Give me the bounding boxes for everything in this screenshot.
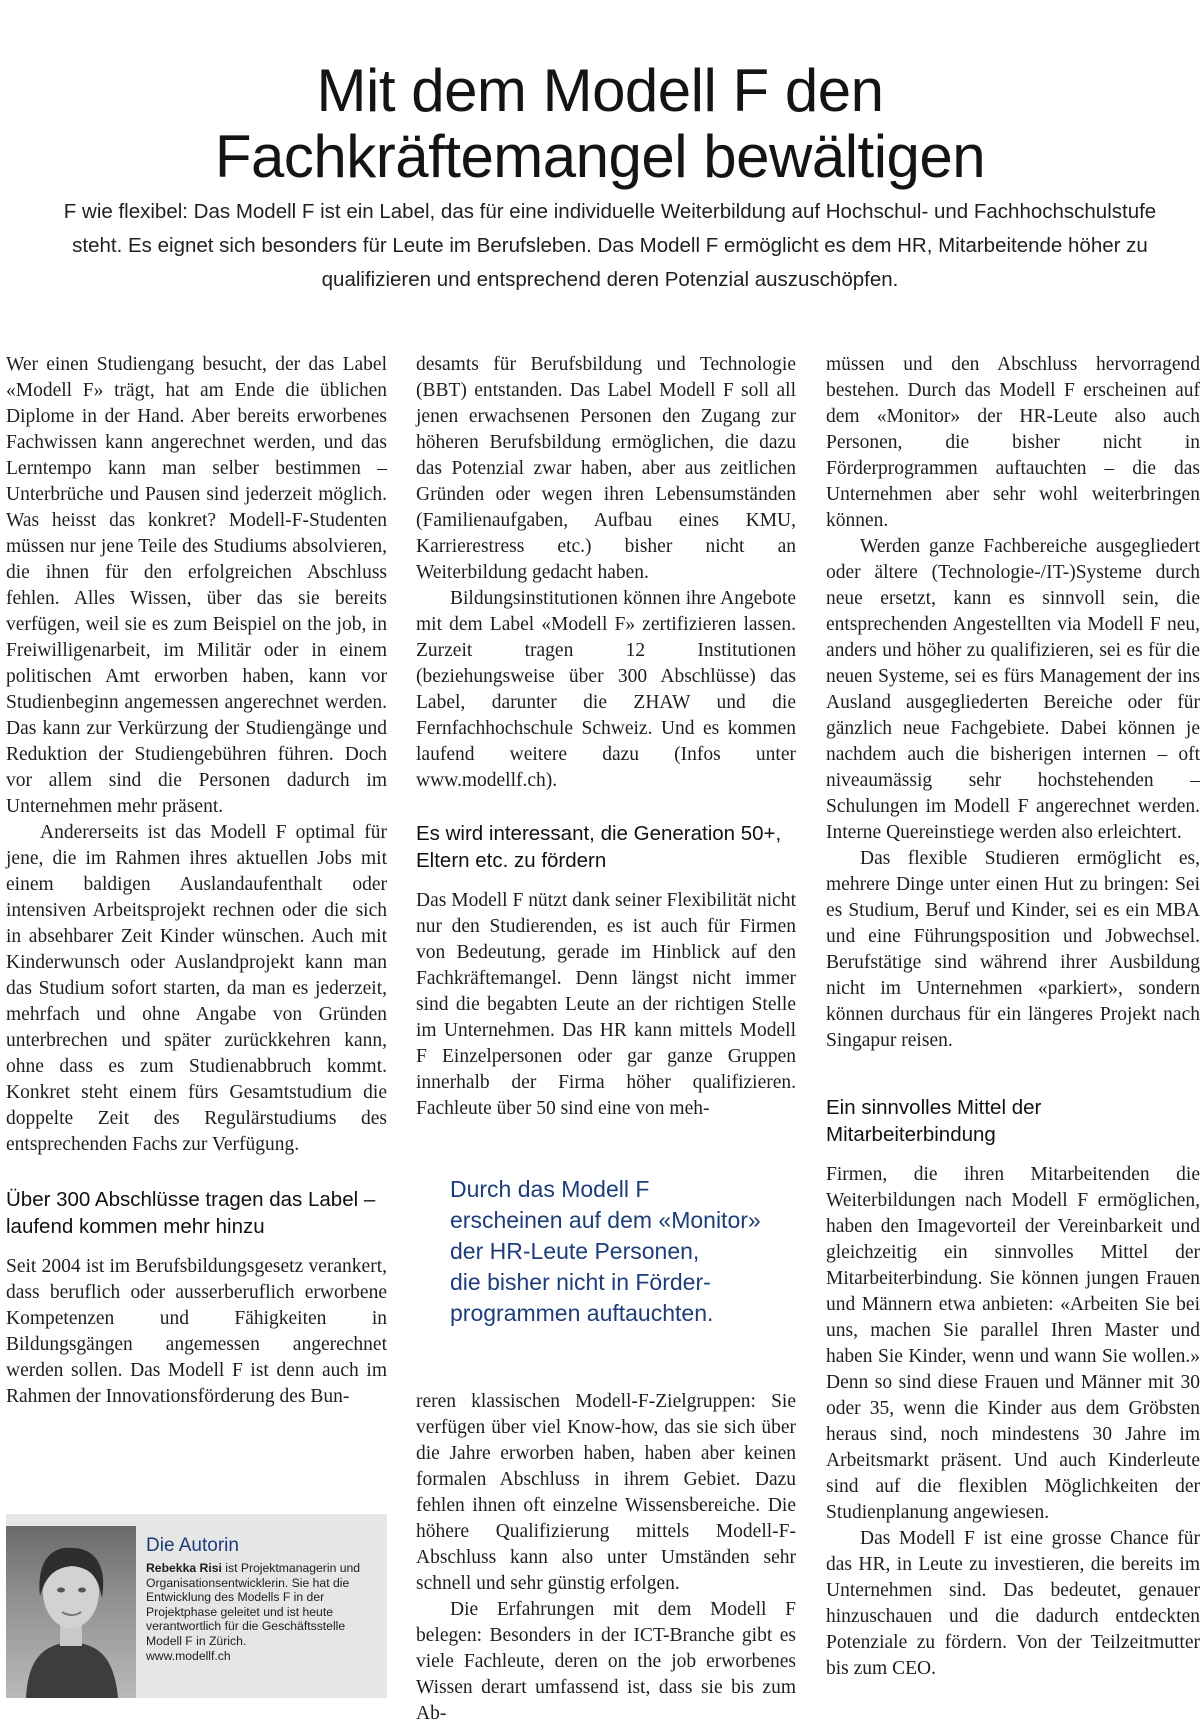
paragraph: Das Modell F ist eine grosse Chance für das HR, in Leute zu investieren, die bereits im Unternehmen sind. Das bedeutet, genauer hinzuschauen und die dadurch entdeckten Potenziale zu fördern. Von der Teilzeitmutter bis zum CEO.	[826, 1528, 1200, 1679]
text-column-2	[416, 352, 796, 1724]
paragraph: Werden ganze Fachbereiche ausgegliedert oder ältere (Technologie-/IT-)Systeme durch neue ersetzt, kann es sinnvoll sein, die entsprechenden Angestellten via Modell F neu, anders und höher zu qualifizieren, sei es für die neuen Systeme, sei es fürs Management der ins Ausland ausgegliederten Bereiche oder für gänzlich neue Fachgebiete. Dabei können je nachdem auch die bisherigen internen – oft niveaumässig sehr hochstehenden – Schulungen im Modell F angerechnet werden. Interne Quereinstiege werden also erleichtert.	[826, 536, 1200, 843]
pull-quote-line: Durch das Modell F	[450, 1176, 650, 1202]
text-column-3	[826, 352, 1200, 1698]
paragraph: reren klassischen Modell-F-Zielgruppen: Sie verfügen über viel Know-how, das sie sich über die Jahre erworben haben, haben aber keinen formalen Abschluss in ihrem Gebiet. Dazu fehlen ihnen oft einzelne Wissensbereiche. Die höhere Qualifizierung mittels Modell-F-Abschluss kann also unter Umständen sehr schnell und sehr günstig erfolgen.	[416, 1391, 796, 1594]
author-box	[6, 1514, 387, 1698]
text-column-1	[6, 352, 387, 1448]
pull-quote-line: erscheinen auf dem «Monitor»	[450, 1207, 761, 1233]
paragraph: Die Erfahrungen mit dem Modell F belegen: Besonders in der ICT-Branche gibt es viele Fachleute, deren on the job erworbenes Wissen derart umfassend ist, dass sie bis zum Ab-	[416, 1599, 796, 1724]
paragraph: Andererseits ist das Modell F optimal für jene, die im Rahmen ihres aktuellen Jobs mit einem baldigen Auslandaufenthalt oder intensiven Arbeitsprojekt rechnen oder die sich in absehbarer Zeit Kinder wünschen. Auch mit Kinderwunsch oder Auslandprojekt kann man das Studium sofort starten, da man es jederzeit, mehrfach und ohne Angabe von Gründen unterbrechen und später zurückkehren kann, ohne dass es zum Studienabbruch kommt. Konkret steht einem fürs Gesamtstudium die doppelte Zeit des Regulärstudiums des entsprechenden Fachs zur Verfügung.	[6, 822, 387, 1155]
author-name: Rebekka Risi	[146, 1561, 222, 1575]
section-heading: Ein sinnvolles Mittel der Mitarbeiterbindung	[826, 1096, 1042, 1146]
pull-quote-line: der HR-Leute Personen,	[450, 1238, 700, 1264]
pull-quote-line: die bisher nicht in Förder-	[450, 1269, 711, 1295]
title-line-2: Fachkräftemangel bewältigen	[214, 123, 986, 191]
paragraph: müssen und den Abschluss hervorragend bestehen. Durch das Modell F erscheinen auf dem «Monitor» der HR-Leute also auch Personen, die bisher nicht in Förderprogrammen auftauchten – die das Unternehmen aber sehr wohl weiterbringen können.	[826, 354, 1200, 531]
pull-quote-line: programmen auftauchten.	[450, 1300, 714, 1326]
author-label: Die Autorin	[146, 1535, 239, 1556]
author-info	[146, 1534, 378, 1663]
article-lead: F wie flexibel: Das Modell F ist ein Label, das für eine individuelle Weiterbildung auf Hochschul- und Fachhochschulstufe steht. Es eignet sich besonders für Leute im Berufsleben. Das Modell F ermöglicht es dem HR, Mitarbeitende höher zu qualifizieren und entsprechend deren Potenzial auszuschöpfen.	[63, 199, 1157, 291]
paragraph: Seit 2004 ist im Berufsbildungsgesetz verankert, dass beruflich oder ausserberuflich erworbene Kompetenzen und Fähigkeiten in Bildungsgängen angemessen angerechnet werden sollen. Das Modell F ist denn auch im Rahmen der Innovationsförderung des Bun-	[6, 1256, 387, 1407]
section-heading: Es wird interessant, die Generation 50+, Eltern etc. zu fördern	[416, 822, 782, 872]
author-bio: ist Projektmanagerin und Organisationsentwicklerin. Sie hat die Entwicklung des Modells F in der Projektphase geleitet und ist heute verantwortlich für die Geschäftsstelle Modell F in Zürich.	[146, 1561, 361, 1648]
author-url: www.modellf.ch	[146, 1648, 231, 1663]
section-heading: Über 300 Abschlüsse tragen das Label – laufend kommen mehr hinzu	[6, 1188, 376, 1238]
paragraph: Wer einen Studiengang besucht, der das Label «Modell F» trägt, hat am Ende die üblichen Diplome in der Hand. Aber bereits erworbenes Fachwissen kann angerechnet werden, und das Lerntempo kann man selber bestimmen – Unterbrüche und Pausen sind jederzeit möglich. Was heisst das konkret? Modell-F-Studenten müssen nur jene Teile des Studiums absolvieren, die ihnen für den erfolgreichen Abschluss fehlen. Alles Wissen, über das sie bereits verfügen, weil sie es zum Beispiel on the job, in Freiwilligenarbeit, im Militär oder in einem politischen Amt erworben haben, kann vor Studienbeginn angemessen angerechnet werden. Das kann zur Verkürzung der Studiengänge und Reduktion der Studiengebühren führen. Doch vor allem sind die Personen dadurch im Unternehmen mehr präsent.	[6, 354, 387, 817]
author-photo	[6, 1526, 136, 1698]
paragraph: desamts für Berufsbildung und Technologie (BBT) entstanden. Das Label Modell F soll all jenen erwachsenen Personen den Zugang zur höheren Berufsbildung ermöglichen, die dazu das Potenzial zwar haben, aber aus zeitlichen Gründen oder wegen ihren Lebensumständen (Familienaufgaben, Aufbau eines KMU, Karrierestress etc.) bisher nicht an Weiterbildung gedacht haben.	[416, 354, 796, 583]
paragraph: Das Modell F nützt dank seiner Flexibilität nicht nur den Studierenden, es ist auch für Firmen von Bedeutung, gerade im Hinblick auf den Fachkräftemangel. Denn längst nicht immer sind die begabten Leute an der richtigen Stelle im Unternehmen. Das HR kann mittels Modell F Einzelpersonen oder gar ganze Gruppen innerhalb der Firma höher qualifizieren. Fachleute über 50 sind eine von meh-	[416, 890, 796, 1119]
paragraph: Firmen, die ihren Mitarbeitenden die Weiterbildungen nach Modell F ermöglichen, haben den Imagevorteil der Vereinbarkeit und gleichzeitig ein sinnvolles Mittel der Mitarbeiterbindung. Sie können jungen Frauen und Männern etwa anbieten: «Arbeiten Sie bei uns, machen Sie parallel Ihren Master und haben Sie Kinder, wenn und wann Sie wollen.» Denn so sind diese Frauen und Männer mit 30 oder 35, wenn die Kinder aus dem Gröbsten heraus sind, noch mindestens 30 Jahre im Arbeitsmarkt präsent. Und auch Kinderleute sind auf die flexiblen Möglichkeiten der Studienplanung angewiesen.	[826, 1164, 1200, 1523]
article-title	[0, 58, 1200, 190]
paragraph: Das flexible Studieren ermöglicht es, mehrere Dinge unter einen Hut zu bringen: Sei es Studium, Beruf und Kinder, sei es ein MBA und eine Führungsposition und Jobwechsel. Berufstätige sind während ihrer Ausbildung nicht im Unternehmen «parkiert», sondern können durchaus für ein längeres Projekt nach Singapur reisen.	[826, 848, 1200, 1051]
title-line-1: Mit dem Modell F den	[316, 57, 884, 125]
paragraph: Bildungsinstitutionen können ihre Angebote mit dem Label «Modell F» zertifizieren lassen. Zurzeit tragen 12 Institutionen (beziehungsweise über 300 Abschlüsse) das Label, darunter die ZHAW und die Fernfachhochschule Schweiz. Und es kommen laufend weitere dazu (Infos unter www.modellf.ch).	[416, 588, 796, 791]
portrait-image	[6, 1526, 136, 1698]
pull-quote	[450, 1174, 796, 1329]
